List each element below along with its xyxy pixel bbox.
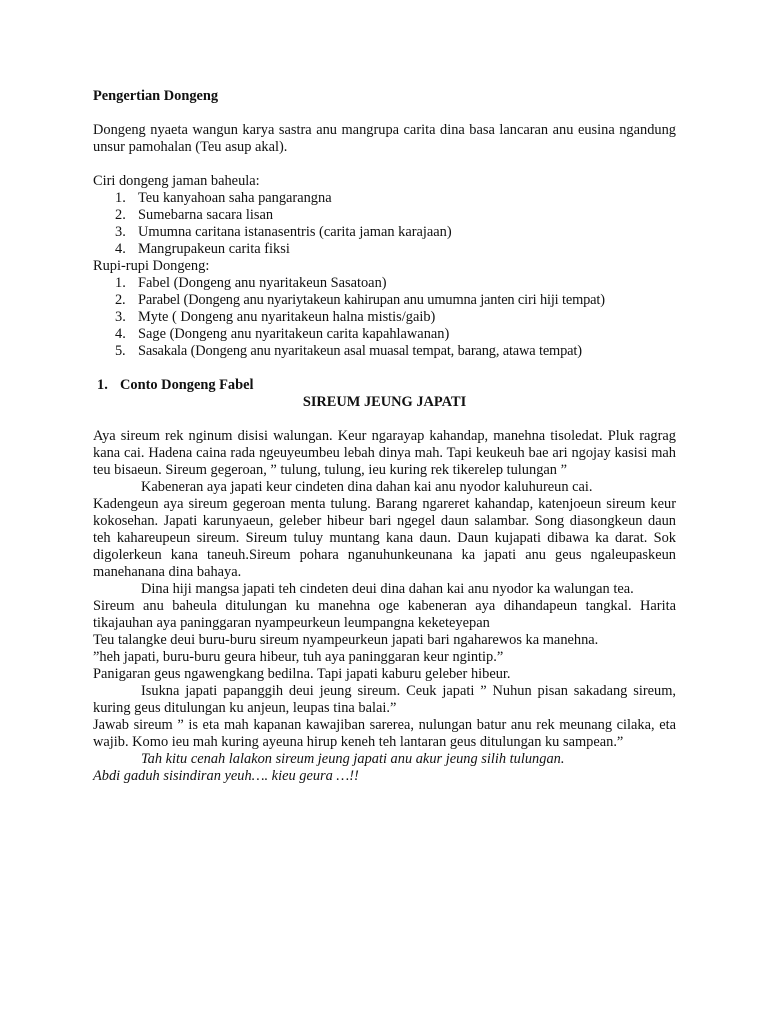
list-text: Parabel (Dongeng anu nyariytakeun kahirupan anu umumna janten ciri hiji tempat)	[138, 292, 605, 308]
list-number: 3.	[115, 224, 126, 240]
list-item	[93, 326, 676, 343]
list-item	[93, 190, 676, 207]
rupi-list	[93, 275, 676, 360]
ciri-heading: Ciri dongeng jaman baheula:	[93, 173, 260, 189]
list-text: Teu kanyahoan saha pangarangna	[138, 190, 332, 206]
story-paragraph: Kadengeun aya sireum gegeroan menta tulung. Barang ngareret kahandap, katenjoeun sireum keur kokosehan. Japati karunyaeun, geleber hibeur bari ngegel daun salambar. Song diasongkeun daun teh kahareupeun sireum. Sireum tuluy muntang kana daun. Daun kujapati dibawa ka darat. Sok digolerkeun kana taneuh.Sireum pohara nganuhunkeunana ka japati anu geus ngaleupaskeun manehanana dina bahaya.	[93, 496, 676, 580]
spacer	[93, 411, 676, 428]
story-closing: Abdi gaduh sisindiran yeuh…. kieu geura …!!	[93, 768, 359, 784]
definition-paragraph: Dongeng nyaeta wangun karya sastra anu mangrupa carita dina basa lancaran anu eusina ngandung unsur pamohalan (Teu asup akal).	[93, 122, 676, 155]
story-paragraph: Isukna japati papanggih deui jeung sireum. Ceuk japati ” Nuhun pisan sakadang sireum, kuring geus ditulungan ku anjeun, leupas tina balai.”	[93, 683, 676, 716]
story-paragraph: Teu talangke deui buru-buru sireum nyampeurkeun japati bari ngaharewos ka manehna.	[93, 632, 599, 648]
page-title: Pengertian Dongeng	[93, 88, 219, 104]
list-number: 1.	[115, 190, 126, 206]
list-number: 5.	[115, 343, 126, 359]
list-number: 1.	[115, 275, 126, 291]
story-paragraph: Sireum anu baheula ditulungan ku manehna oge kabeneran aya dihandapeun tangkal. Harita tikajauhan aya paninggaran nyampeurkeun leumpangna keketeyepan	[93, 598, 676, 631]
list-number: 3.	[115, 309, 126, 325]
section-heading	[93, 377, 676, 394]
list-item	[93, 275, 676, 292]
list-item	[93, 309, 676, 326]
story-paragraph: Kabeneran aya japati keur cindeten dina dahan kai anu nyodor kaluhureun cai.	[141, 479, 593, 495]
list-item	[93, 207, 676, 224]
section-title: Conto Dongeng Fabel	[120, 377, 254, 393]
list-item	[93, 241, 676, 258]
section-number: 1.	[97, 377, 108, 393]
list-text: Sage (Dongeng anu nyaritakeun carita kapahlawanan)	[138, 326, 450, 342]
list-item	[93, 343, 676, 360]
list-text: Sumebarna sacara lisan	[138, 207, 274, 223]
story-paragraph: ”heh japati, buru-buru geura hibeur, tuh aya paninggaran keur ngintip.”	[93, 649, 504, 665]
spacer	[93, 360, 676, 377]
list-text: Mangrupakeun carita fiksi	[138, 241, 290, 257]
list-number: 4.	[115, 241, 126, 257]
document-body	[93, 88, 676, 785]
list-text: Fabel (Dongeng anu nyaritakeun Sasatoan)	[138, 275, 387, 291]
story-paragraph: Jawab sireum ” is eta mah kapanan kawajiban sarerea, nulungan batur anu rek meunang cilaka, eta wajib. Komo ieu mah kuring ayeuna hirup keneh teh lantaran geus ditulungan ku sampean.”	[93, 717, 676, 750]
list-number: 2.	[115, 207, 126, 223]
ciri-list	[93, 190, 676, 258]
list-text: Sasakala (Dongeng anu nyaritakeun asal muasal tempat, barang, atawa tempat)	[138, 343, 582, 359]
story-paragraph: Panigaran geus ngawengkang bedilna. Tapi japati kaburu geleber hibeur.	[93, 666, 511, 682]
list-item	[93, 292, 676, 309]
list-text: Myte ( Dongeng anu nyaritakeun halna mistis/gaib)	[138, 309, 436, 325]
spacer	[93, 105, 676, 122]
story-paragraph: Aya sireum rek nginum disisi walungan. Keur ngarayap kahandap, manehna tisoledat. Pluk ragrag kana cai. Hadena caina rada ngeuyeumbeu lebah dinya mah. Tapi keukeuh bae ari ngojay kasisi mah teu bisaeun. Sireum gegeroan, ” tulung, tulung, ieu kuring rek tikerelep tulungan ”	[93, 428, 676, 478]
list-number: 4.	[115, 326, 126, 342]
story-moral: Tah kitu cenah lalakon sireum jeung japati anu akur jeung silih tulungan.	[141, 751, 565, 767]
list-number: 2.	[115, 292, 126, 308]
list-item	[93, 224, 676, 241]
list-text: Umumna caritana istanasentris (carita jaman karajaan)	[138, 224, 452, 240]
story-paragraph: Dina hiji mangsa japati teh cindeten deui dina dahan kai anu nyodor ka walungan tea.	[141, 581, 634, 597]
rupi-heading: Rupi-rupi Dongeng:	[93, 258, 210, 274]
spacer	[93, 156, 676, 173]
story-title: SIREUM JEUNG JAPATI	[302, 394, 467, 410]
